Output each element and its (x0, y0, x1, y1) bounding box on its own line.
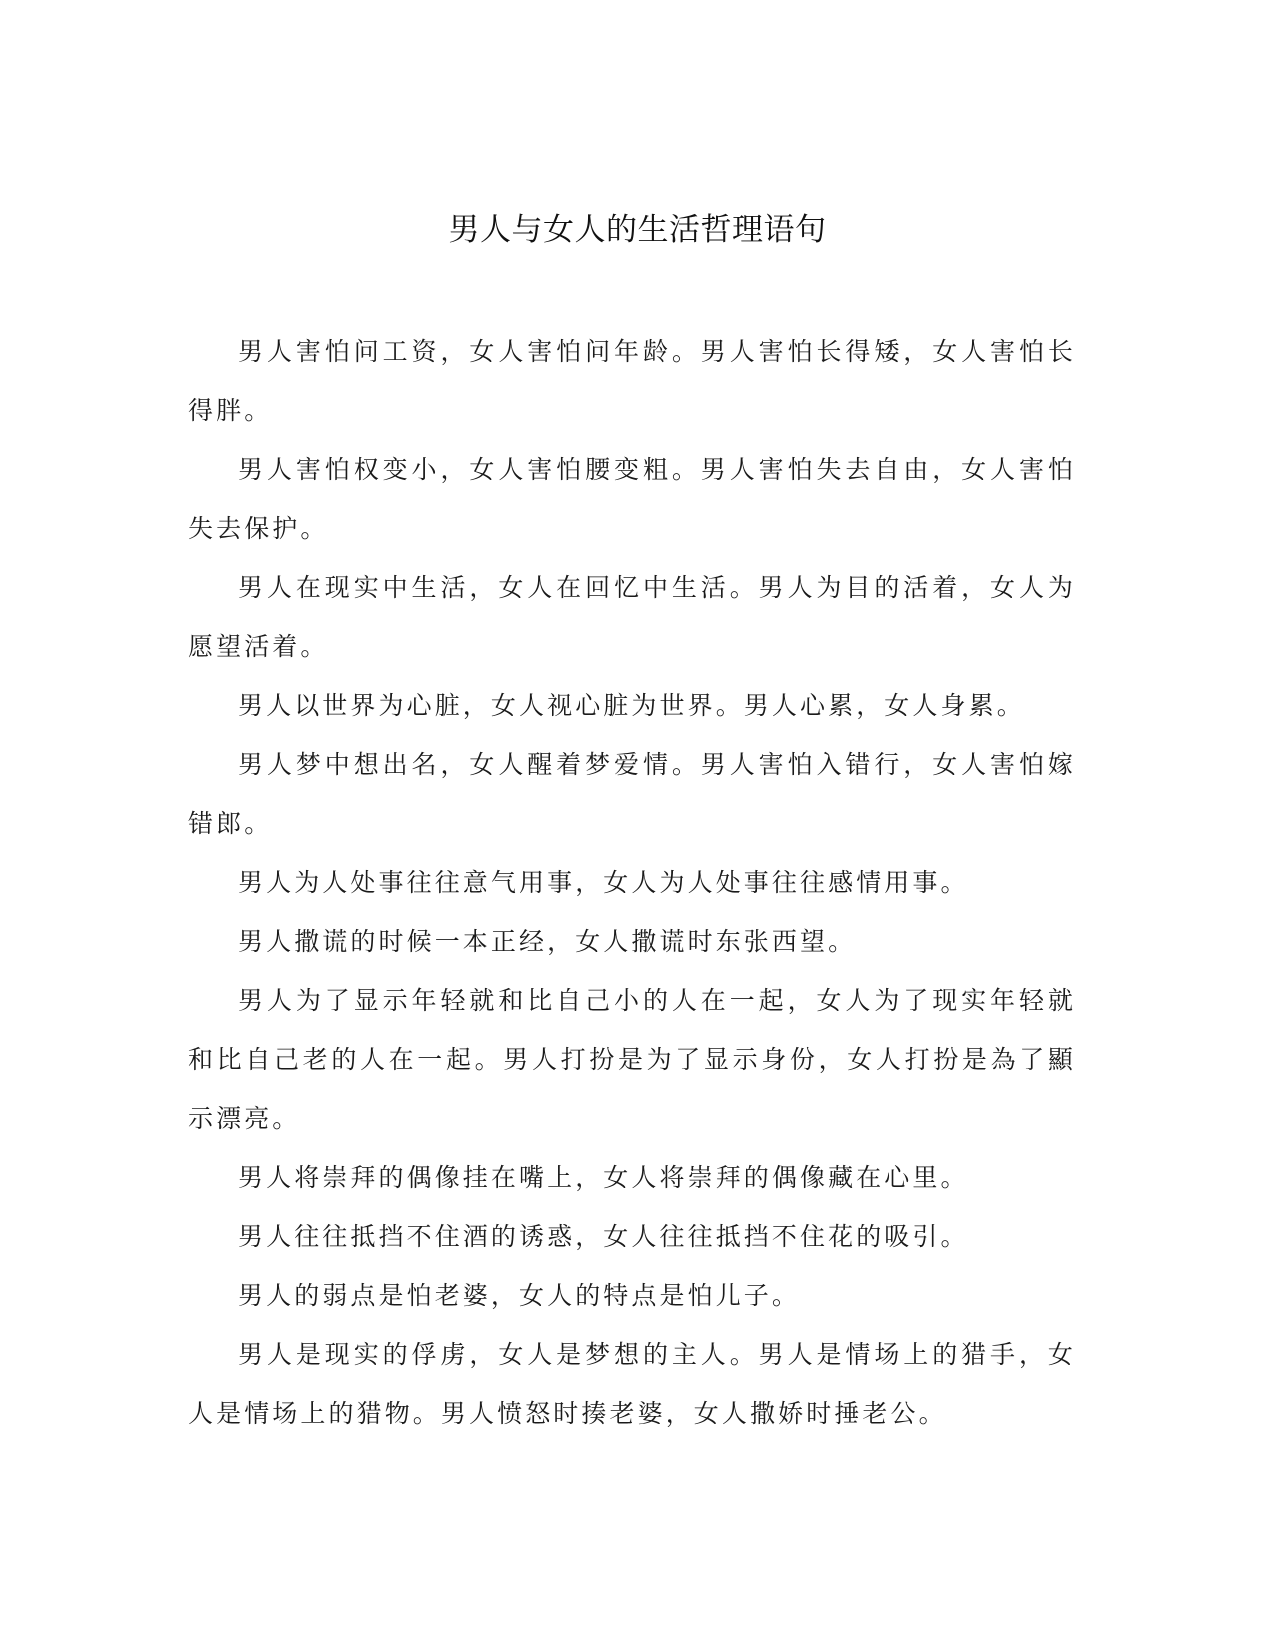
paragraph: 男人在现实中生活，女人在回忆中生活。男人为目的活着，女人为愿望活着。 (188, 573, 1076, 661)
paragraph: 男人的弱点是怕老婆，女人的特点是怕儿子。 (238, 1281, 801, 1310)
paragraph: 男人是现实的俘虏，女人是梦想的主人。男人是情场上的猎手，女人是情场上的猎物。男人愤怒时揍老婆，女人撒娇时捶老公。 (188, 1340, 1076, 1428)
paragraph: 男人为了显示年轻就和比自己小的人在一起，女人为了现实年轻就和比自己老的人在一起。男人打扮是为了显示身份，女人打扮是為了顯示漂亮。 (188, 986, 1076, 1133)
paragraph: 男人以世界为心脏，女人视心脏为世界。男人心累，女人身累。 (238, 691, 1025, 720)
document-title: 男人与女人的生活哲理语句 (448, 212, 827, 248)
paragraph: 男人往往抵挡不住酒的诱惑，女人往往抵挡不住花的吸引。 (238, 1222, 969, 1251)
paragraph: 男人害怕问工资，女人害怕问年龄。男人害怕长得矮，女人害怕长得胖。 (188, 337, 1076, 425)
document-body (188, 322, 1076, 1443)
paragraph: 男人撒谎的时候一本正经，女人撒谎时东张西望。 (238, 927, 857, 956)
paragraph: 男人梦中想出名，女人醒着梦爱情。男人害怕入错行，女人害怕嫁错郎。 (188, 750, 1076, 838)
paragraph: 男人害怕权变小，女人害怕腰变粗。男人害怕失去自由，女人害怕失去保护。 (188, 455, 1076, 543)
paragraph: 男人将崇拜的偶像挂在嘴上，女人将崇拜的偶像藏在心里。 (238, 1163, 969, 1192)
paragraph: 男人为人处事往往意气用事，女人为人处事往往感情用事。 (238, 868, 969, 897)
